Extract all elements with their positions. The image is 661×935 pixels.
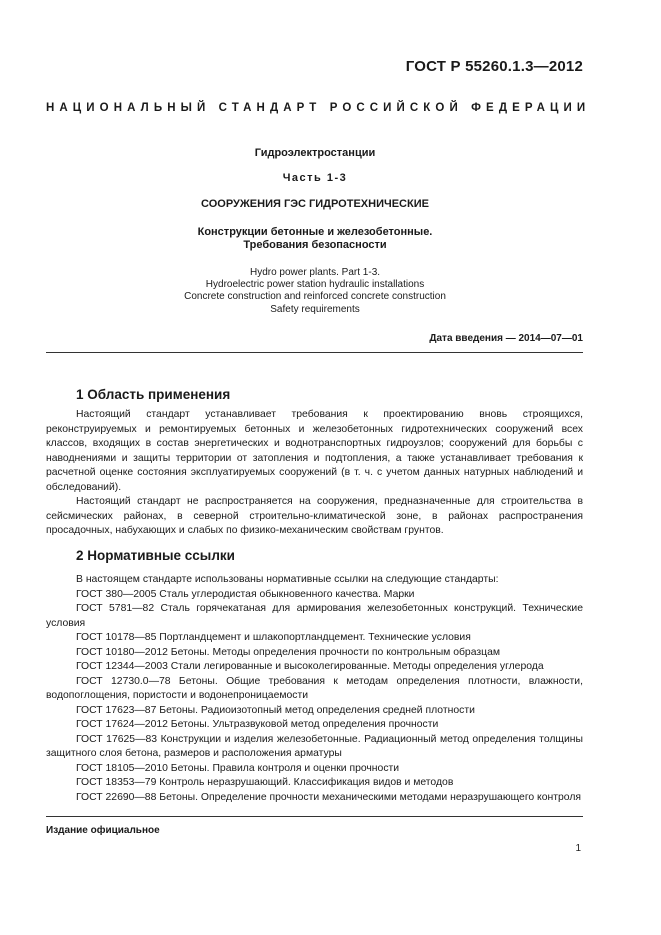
page-number: 1 xyxy=(575,843,581,854)
national-standard-banner: НАЦИОНАЛЬНЫЙ СТАНДАРТ РОССИЙСКОЙ ФЕДЕРАЦИИ xyxy=(46,102,591,114)
document-part: Часть 1-3 xyxy=(282,172,348,184)
section-heading-scope: 1 Область применения xyxy=(76,387,231,402)
reference-item: ГОСТ 22690—88 Бетоны. Определение прочности механическими методами неразрушающего контроля xyxy=(76,791,582,803)
english-title-line: Hydro power plants. Part 1-3. xyxy=(249,267,381,278)
reference-item: ГОСТ 18105—2010 Бетоны. Правила контроля и оценки прочности xyxy=(76,762,400,774)
section-heading-references: 2 Нормативные ссылки xyxy=(76,548,235,563)
english-title-line: Concrete construction and reinforced concrete construction xyxy=(184,291,446,303)
english-title-line: Hydroelectric power station hydraulic installations xyxy=(205,279,425,291)
reference-item: ГОСТ 17623—87 Бетоны. Радиоизотопный метод определения средней плотности xyxy=(76,704,475,716)
paragraph: Настоящий стандарт устанавливает требования к проектированию вновь строящихся, реконструируемых и ремонтируемых бетонных и железобетонных гидротехнических сооружений всех классов, входящих в состав энергетических и воднотранспортных гидроузлов; сооружений для борьбы с наводнениями и защиты территории от затопления и подтопления, а также устанавливает требования к расчетной оценке состояния эксплуатируемых сооружений (в т. ч. с учетом данных натурных наблюдений и обследований). xyxy=(46,409,583,493)
subtitle-line-1: Конструкции бетонные и железобетонные. xyxy=(197,226,433,238)
footer-divider xyxy=(46,816,583,817)
paragraph: В настоящем стандарте использованы нормативные ссылки на следующие стандарты: xyxy=(76,574,499,585)
official-edition-label: Издание официальное xyxy=(46,825,160,836)
paragraph: Настоящий стандарт не распространяется на сооружения, предназначенные для строительства в сейсмических районах, в северной строительно-климатической зоне, в районах распространения просадочных, набухающих и слабых по физико-механическим свойствам грунтов. xyxy=(46,496,583,536)
reference-item: ГОСТ 12730.0—78 Бетоны. Общие требования к методам определения плотности, влажности, водопоглощения, пористости и водонепроницаемости xyxy=(46,675,583,701)
effective-date: Дата введения — 2014—07—01 xyxy=(429,333,583,344)
document-subtitle: СООРУЖЕНИЯ ГЭС ГИДРОТЕХНИЧЕСКИЕ xyxy=(201,198,429,210)
subtitle-line-2: Требования безопасности xyxy=(243,239,387,251)
document-title: Гидроэлектростанции xyxy=(254,147,376,159)
document-subtitle-lines xyxy=(0,226,630,252)
reference-item: ГОСТ 17625—83 Конструкции и изделия железобетонные. Радиационный метод определения толщины защитного слоя бетона, размеров и расположения арматуры xyxy=(46,733,583,759)
divider-line xyxy=(46,352,583,353)
reference-item: ГОСТ 17624—2012 Бетоны. Ультразвуковой метод определения прочности xyxy=(76,719,439,730)
reference-item: ГОСТ 12344—2003 Стали легированные и высоколегированные. Методы определения углерода xyxy=(76,661,544,672)
section-scope-body xyxy=(46,408,583,539)
reference-item: ГОСТ 380—2005 Сталь углеродистая обыкновенного качества. Марки xyxy=(76,588,415,600)
reference-item: ГОСТ 10178—85 Портландцемент и шлакопортландцемент. Технические условия xyxy=(76,632,471,643)
english-title-line: Safety requirements xyxy=(270,303,360,315)
reference-item: ГОСТ 18353—79 Контроль неразрушающий. Классификация видов и методов xyxy=(76,777,454,788)
standard-code: ГОСТ Р 55260.1.3—2012 xyxy=(405,58,583,75)
section-references-body xyxy=(46,573,583,805)
english-title xyxy=(0,267,630,316)
reference-item: ГОСТ 5781—82 Сталь горячекатаная для армирования железобетонных конструкций. Технические условия xyxy=(46,603,583,629)
reference-item: ГОСТ 10180—2012 Бетоны. Методы определения прочности по контрольным образцам xyxy=(76,646,501,658)
